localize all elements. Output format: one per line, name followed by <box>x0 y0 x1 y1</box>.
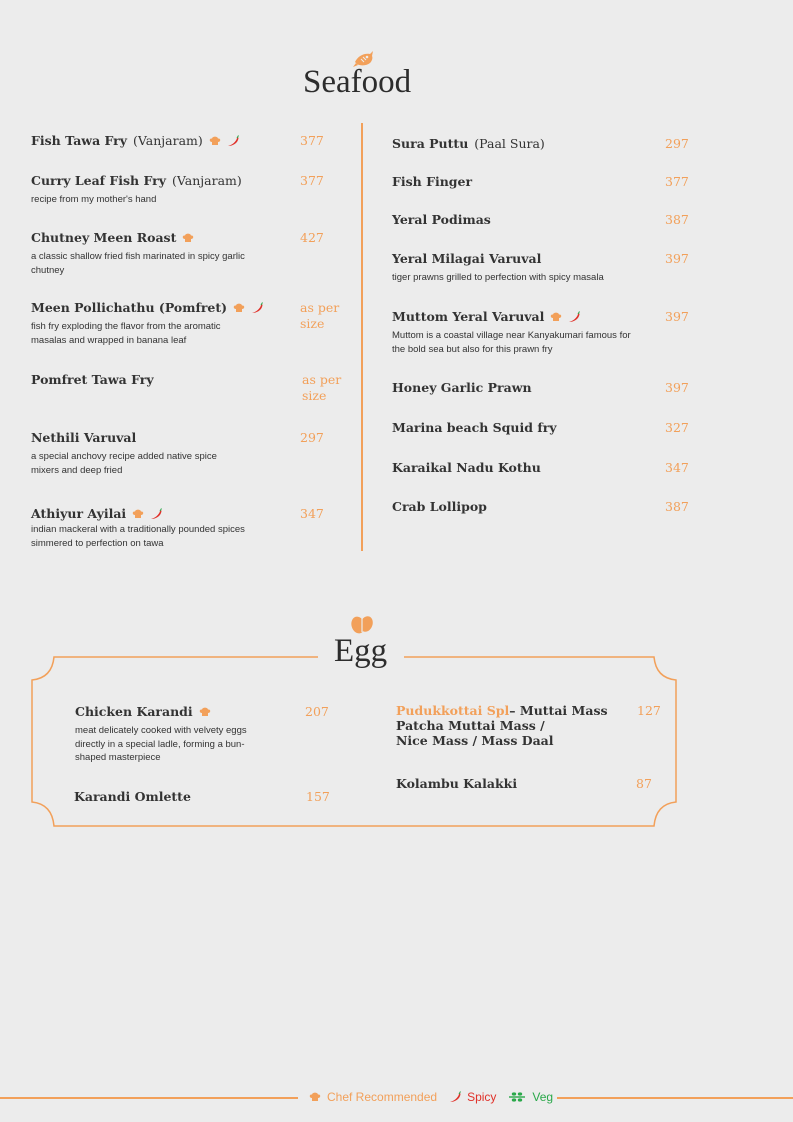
item-description: tiger prawns grilled to perfection with spicy masala <box>392 272 604 283</box>
item-name-line3: Nice Mass / Mass Daal <box>396 733 554 748</box>
item-name: Athiyur Ayilai <box>31 506 127 521</box>
item-description: meat delicately cooked with velvety eggs directly in a special ladle, forming a bun-shaped masterpiece <box>75 725 247 763</box>
legend <box>309 1090 553 1104</box>
item-name: Crab Lollipop <box>392 499 487 514</box>
item-name-sub: (Vanjaram) <box>133 133 203 148</box>
item-price: 397 <box>665 251 689 266</box>
menu-item <box>31 506 341 550</box>
item-name: Chicken Karandi <box>75 704 193 719</box>
legend-line-left <box>0 1097 298 1099</box>
chef-hat-icon <box>199 706 211 718</box>
item-price: 127 <box>637 703 661 718</box>
item-price: as per size <box>302 372 342 403</box>
item-price: 297 <box>665 136 689 151</box>
item-name: Meen Pollichathu (Pomfret) <box>31 300 228 315</box>
item-name: Pomfret Tawa Fry <box>31 372 154 387</box>
menu-item <box>396 776 666 791</box>
chef-hat-icon <box>182 232 194 244</box>
item-description: fish fry exploding the flavor from the aromatic masalas and wrapped in banana leaf <box>31 321 221 346</box>
menu-item <box>392 420 692 435</box>
item-price: 427 <box>300 230 324 245</box>
legend-chef-label: Chef Recommended <box>327 1090 438 1104</box>
chef-hat-icon <box>233 302 245 314</box>
item-description: recipe from my mother's hand <box>31 194 157 205</box>
item-name: Chutney Meen Roast <box>31 230 177 245</box>
item-name: Marina beach Squid fry <box>392 420 557 435</box>
menu-item <box>392 499 692 514</box>
menu-item <box>75 704 335 765</box>
veg-icon <box>508 1091 526 1103</box>
item-price: 157 <box>306 789 330 804</box>
chili-icon <box>150 508 162 520</box>
menu-item <box>31 372 342 403</box>
chili-icon <box>227 135 239 147</box>
menu-item <box>392 136 692 151</box>
item-price: 377 <box>300 133 324 148</box>
item-price: 207 <box>305 704 329 719</box>
item-name-sub: (Vanjaram) <box>172 173 242 188</box>
chili-icon <box>251 302 263 314</box>
chef-hat-icon <box>550 311 562 323</box>
section-title-seafood: Seafood <box>303 64 412 100</box>
item-price: 387 <box>665 212 689 227</box>
item-price: 327 <box>665 420 689 435</box>
menu-item <box>392 251 692 285</box>
item-description: Muttom is a coastal village near Kanyakumari famous for the bold sea but also for this prawn fry <box>392 330 631 355</box>
menu-item <box>31 133 341 148</box>
item-name-line2: Patcha Muttai Mass / <box>396 718 545 733</box>
column-divider <box>361 123 363 551</box>
item-name: Fish Tawa Fry <box>31 133 128 148</box>
chef-hat-icon <box>132 508 144 520</box>
chili-icon <box>449 1091 461 1103</box>
item-name: Karandi Omlette <box>74 789 191 804</box>
item-price: 397 <box>665 380 689 395</box>
chef-hat-icon <box>209 135 221 147</box>
section-title-egg: Egg <box>334 633 388 669</box>
item-price: 377 <box>300 173 324 188</box>
item-description: indian mackeral with a traditionally pounded spices simmered to perfection on tawa <box>31 524 245 549</box>
item-name: Muttom Yeral Varuval <box>392 309 545 324</box>
item-name: Nethili Varuval <box>31 430 137 445</box>
egg-icon <box>349 613 375 635</box>
item-name-highlight: Pudukkottai Spl <box>396 703 510 718</box>
item-price: 87 <box>636 776 652 791</box>
chef-hat-icon <box>309 1091 321 1103</box>
menu-item <box>74 789 334 804</box>
item-name-sub: (Paal Sura) <box>474 136 545 151</box>
item-price: as per size <box>300 300 340 331</box>
item-price: 347 <box>665 460 689 475</box>
menu-item <box>392 212 692 227</box>
item-name: Karaikal Nadu Kothu <box>392 460 541 475</box>
item-name: Yeral Podimas <box>392 212 491 227</box>
chili-icon <box>568 311 580 323</box>
item-price: 397 <box>665 309 689 324</box>
menu-item <box>392 460 692 475</box>
menu-item <box>31 430 341 477</box>
menu-item <box>392 380 692 395</box>
legend-veg-label: Veg <box>532 1090 554 1104</box>
menu-item <box>392 174 692 189</box>
menu-item <box>396 703 666 748</box>
item-name: Yeral Milagai Varuval <box>392 251 542 266</box>
item-name: Sura Puttu <box>392 136 469 151</box>
item-price: 297 <box>300 430 324 445</box>
menu-item <box>31 173 341 207</box>
item-price: 347 <box>300 506 324 521</box>
menu-item <box>31 300 341 347</box>
item-name: Fish Finger <box>392 174 473 189</box>
legend-line-right <box>557 1097 793 1099</box>
item-name: Curry Leaf Fish Fry <box>31 173 166 188</box>
item-description: a special anchovy recipe added native spice mixers and deep fried <box>31 451 217 476</box>
menu-item <box>31 230 341 277</box>
item-name: Kolambu Kalakki <box>396 776 518 791</box>
item-price: 387 <box>665 499 689 514</box>
item-name: Honey Garlic Prawn <box>392 380 532 395</box>
menu-item <box>392 309 692 356</box>
legend-spicy-label: Spicy <box>467 1090 497 1104</box>
item-description: a classic shallow fried fish marinated in spicy garlic chutney <box>31 251 245 276</box>
item-price: 377 <box>665 174 689 189</box>
item-name: – Muttai Mass <box>509 703 608 718</box>
